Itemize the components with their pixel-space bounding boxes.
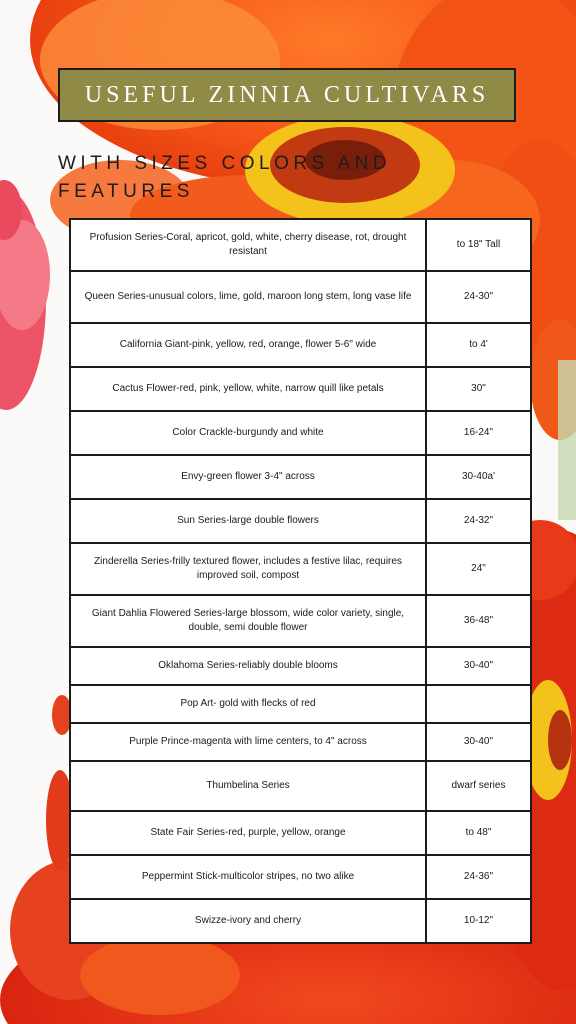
cultivar-size: 24-36": [426, 855, 531, 899]
cultivar-description: Pop Art- gold with flecks of red: [70, 685, 426, 723]
cultivar-description: Envy-green flower 3-4" across: [70, 455, 426, 499]
cultivar-description: Sun Series-large double flowers: [70, 499, 426, 543]
page-title: USEFUL ZINNIA CULTIVARS: [84, 81, 490, 108]
table-row: [70, 499, 531, 543]
table-row: [70, 855, 531, 899]
cultivar-size: 36-48": [426, 595, 531, 647]
cultivar-size: to 48": [426, 811, 531, 855]
cultivar-description: Color Crackle-burgundy and white: [70, 411, 426, 455]
cultivar-description: Oklahoma Series-reliably double blooms: [70, 647, 426, 685]
table-row: [70, 367, 531, 411]
table-row: [70, 271, 531, 323]
cultivar-size: dwarf series: [426, 761, 531, 811]
table-row: [70, 323, 531, 367]
table-row: [70, 723, 531, 761]
cultivar-size: 24-30": [426, 271, 531, 323]
cultivar-description: Giant Dahlia Flowered Series-large blossom, wide color variety, single, double, semi double flower: [70, 595, 426, 647]
cultivar-description: Peppermint Stick-multicolor stripes, no two alike: [70, 855, 426, 899]
cultivar-description: State Fair Series-red, purple, yellow, orange: [70, 811, 426, 855]
cultivar-description: Thumbelina Series: [70, 761, 426, 811]
cultivar-size: 16-24": [426, 411, 531, 455]
cultivar-size: to 18" Tall: [426, 219, 531, 271]
table-row: [70, 811, 531, 855]
table-row: [70, 595, 531, 647]
cultivar-size: 30": [426, 367, 531, 411]
cultivar-size: 24-32": [426, 499, 531, 543]
cultivar-size: 10-12": [426, 899, 531, 943]
cultivar-size: 30-40": [426, 647, 531, 685]
cultivar-description: Swizze-ivory and cherry: [70, 899, 426, 943]
cultivar-description: Purple Prince-magenta with lime centers, to 4" across: [70, 723, 426, 761]
cultivar-description: Zinderella Series-frilly textured flower, includes a festive lilac, requires improved soil, compost: [70, 543, 426, 595]
cultivar-description: Cactus Flower-red, pink, yellow, white, narrow quill like petals: [70, 367, 426, 411]
cultivar-description: Queen Series-unusual colors, lime, gold, maroon long stem, long vase life: [70, 271, 426, 323]
cultivar-size: 30-40": [426, 723, 531, 761]
title-banner: [58, 68, 516, 122]
cultivar-size: 24": [426, 543, 531, 595]
pink-zinnia-left: [0, 180, 50, 410]
table-row: [70, 455, 531, 499]
table-row: [70, 685, 531, 723]
table-row: [70, 899, 531, 943]
cultivar-size: 30-40a': [426, 455, 531, 499]
cultivars-table: [69, 218, 532, 944]
cultivar-description: Profusion Series-Coral, apricot, gold, white, cherry disease, rot, drought resistant: [70, 219, 426, 271]
table-row: [70, 219, 531, 271]
stem: [558, 360, 576, 520]
table-row: [70, 411, 531, 455]
cultivar-description: California Giant-pink, yellow, red, orange, flower 5-6" wide: [70, 323, 426, 367]
page-subtitle: WITH SIZES COLORS AND FEATURES: [58, 153, 392, 202]
table-row: [70, 543, 531, 595]
table-row: [70, 761, 531, 811]
cultivar-size: to 4': [426, 323, 531, 367]
cultivar-size: [426, 685, 531, 723]
table-row: [70, 647, 531, 685]
